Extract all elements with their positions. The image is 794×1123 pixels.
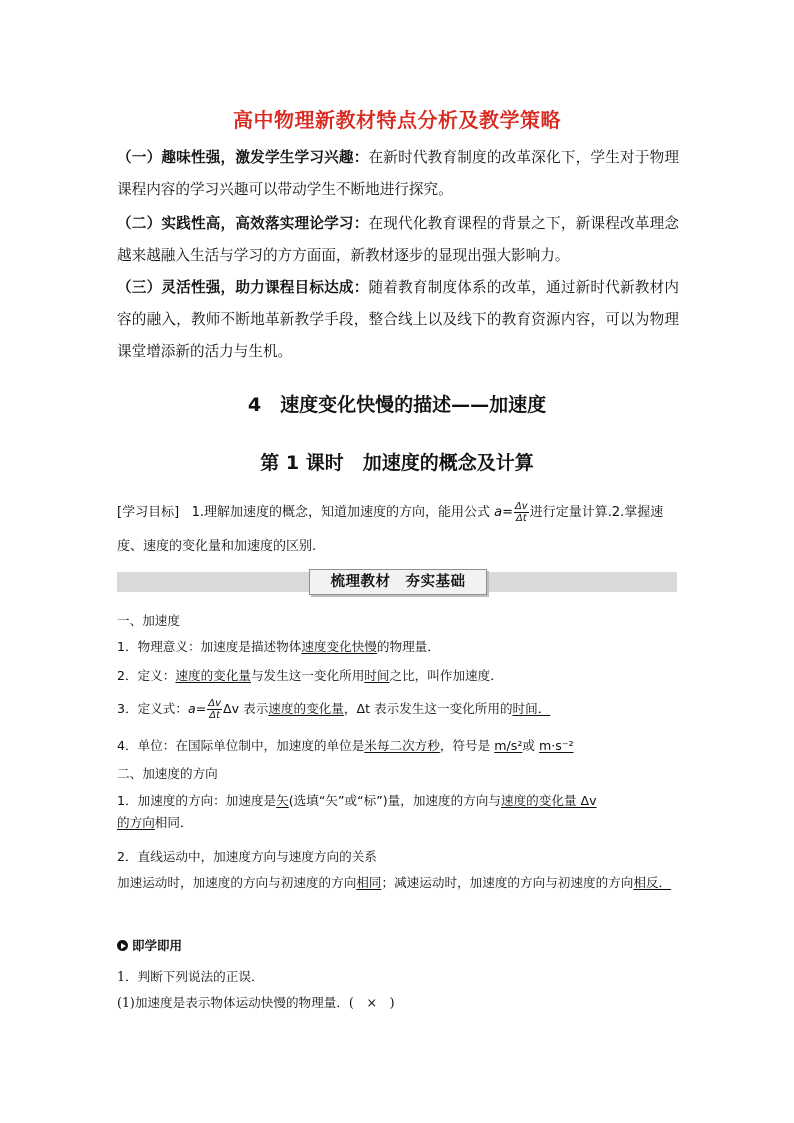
answer-blank: m·s⁻²	[538, 738, 574, 753]
objective-formula-fraction	[514, 501, 529, 524]
answer-blank: 速度的变化量	[175, 668, 251, 683]
fraction-denominator: Δt	[209, 710, 221, 721]
answer-blank: 相同	[356, 875, 382, 890]
answer-blank: 的方向	[117, 815, 155, 830]
lesson-title: 第 1 课时 加速度的概念及计算	[260, 452, 534, 474]
section1-item-2	[117, 665, 679, 687]
text: (选填“矢”或“标”)量，加速度的方向与	[288, 793, 501, 808]
objective-text-1: 1.理解加速度的概念，知道加速度的方向，能用公式	[191, 505, 495, 520]
intro-body-2: 在现代化教育课程的背景之下，新课程改革理念越来越融入生活与学习的方方面面，新教材逐步的显现出强大影响力。	[117, 215, 679, 264]
text: 4．单位：在国际单位制中，加速度的单位是	[117, 738, 365, 753]
section1-item-1	[117, 636, 679, 658]
intro-heading-3: （三）灵活性强，助力课程目标达成：	[117, 279, 369, 296]
intro-body-1: 在新时代教育制度的改革深化下，学生对于物理课程内容的学习兴趣可以带动学生不断地进行探究。	[117, 149, 679, 198]
formula-fraction	[207, 698, 222, 721]
section2-item-2: 2．直线运动中，加速度方向与速度方向的关系	[117, 849, 377, 864]
answer-blank: m/s²	[494, 738, 523, 753]
text: 1．加速度的方向：加速度是	[117, 793, 277, 808]
section1-heading: 一、加速度	[117, 613, 180, 628]
learning-objective	[117, 496, 679, 564]
play-circle-icon	[117, 940, 128, 951]
text: 1．物理意义：加速度是描述物体	[117, 639, 302, 654]
text: 相同．	[154, 815, 193, 830]
objective-formula-lhs: a=	[494, 505, 513, 520]
answer-blank: 速度的变化量 Δv	[500, 793, 597, 808]
text: ，Δt 表示发生这一变化所用的	[343, 701, 513, 716]
objective-text-2: 进行定量计算.2.掌握速度、速度的变化量和加速度的区别.	[117, 505, 664, 554]
text: 的物理量．	[376, 639, 440, 654]
text: 或	[522, 738, 539, 753]
text: ；减速运动时，加速度的方向与初速度的方向	[381, 875, 634, 890]
practice-statement-1: (1)加速度是表示物体运动快慢的物理量．( × )	[117, 995, 395, 1010]
fraction-numerator: Δv	[514, 501, 528, 512]
intro-paragraph-2	[117, 208, 679, 272]
intro-heading-1: （一）趣味性强，激发学生学习兴趣：	[117, 149, 369, 166]
fraction-denominator: Δt	[515, 513, 527, 524]
section2-item-1	[117, 790, 679, 834]
document-title: 高中物理新教材特点分析及教学策略	[233, 108, 561, 132]
intro-paragraph-1	[117, 142, 679, 206]
section2-heading: 二、加速度的方向	[117, 766, 218, 781]
objective-tag: [学习目标]	[117, 505, 180, 520]
section1-item-4	[117, 735, 679, 757]
practice-question-1: 1．判断下列说法的正误．	[117, 969, 264, 984]
text: 3．定义式：	[117, 701, 188, 716]
fraction-numerator: Δv	[208, 698, 222, 709]
answer-blank: 米每二次方秒	[364, 738, 440, 753]
section-banner-label: 梳理教材 夯实基础	[309, 569, 487, 595]
section1-item-3	[117, 698, 679, 721]
intro-paragraph-3	[117, 272, 679, 368]
intro-body-3: 随着教育制度体系的改革，通过新时代新教材内容的融入，教师不断地革新教学手段，整合线上以及线下的教育资源内容，可以为物理课堂增添新的活力与生机。	[117, 279, 679, 360]
answer-blank: 时间．	[512, 701, 551, 716]
answer-blank: 相反．	[633, 875, 672, 890]
answer-blank: 矢	[276, 793, 289, 808]
formula-lhs: a=	[187, 701, 207, 716]
text: ，符号是	[439, 738, 495, 753]
intro-heading-2: （二）实践性高，高效落实理论学习：	[117, 215, 369, 232]
text: 之比，叫作加速度．	[389, 668, 503, 683]
answer-blank: 时间	[364, 668, 390, 683]
answer-blank: 速度变化快慢	[301, 639, 377, 654]
chapter-title: 4 速度变化快慢的描述——加速度	[247, 394, 547, 416]
text: Δv 表示	[223, 701, 269, 716]
text: 2．定义：	[117, 668, 176, 683]
section2-item-3	[117, 872, 679, 894]
practice-heading-label: 即学即用	[132, 938, 183, 953]
text: 加速运动时，加速度的方向与初速度的方向	[117, 875, 357, 890]
answer-blank: 速度的变化量	[268, 701, 344, 716]
practice-heading	[117, 936, 182, 954]
text: 与发生这一变化所用	[250, 668, 365, 683]
